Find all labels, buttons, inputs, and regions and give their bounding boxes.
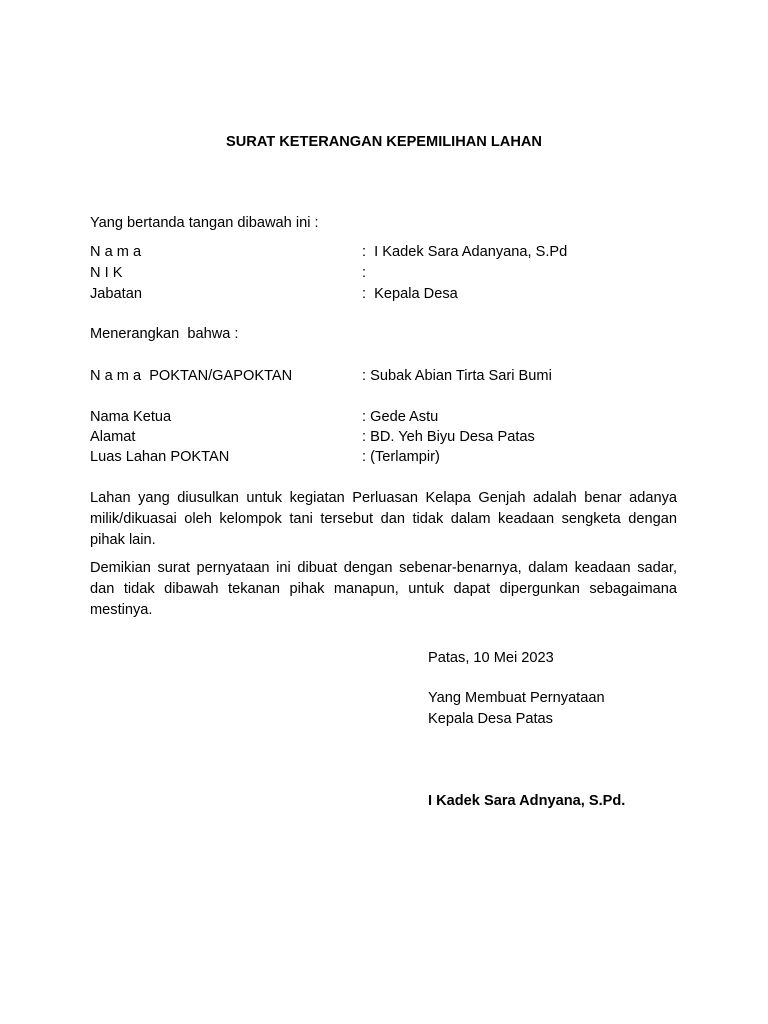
group-land-area-label: Luas Lahan POKTAN xyxy=(90,449,230,465)
declares-text: Menerangkan bahwa : xyxy=(90,326,239,342)
document-title: SURAT KETERANGAN KEPEMILIHAN LAHAN xyxy=(226,134,542,150)
signer-position-label: Jabatan xyxy=(90,286,142,302)
signer-position-value: : Kepala Desa xyxy=(362,286,458,302)
group-address-value: : BD. Yeh Biyu Desa Patas xyxy=(362,429,535,445)
group-leader-label: Nama Ketua xyxy=(90,409,172,425)
intro-text: Yang bertanda tangan dibawah ini : xyxy=(90,215,319,231)
signer-name-label: N a m a xyxy=(90,244,142,260)
group-land-area-value: : (Terlampir) xyxy=(362,449,440,465)
group-name-value: : Subak Abian Tirta Sari Bumi xyxy=(362,368,552,384)
place-date: Patas, 10 Mei 2023 xyxy=(428,650,554,666)
group-address-label: Alamat xyxy=(90,429,136,445)
group-leader-value: : Gede Astu xyxy=(362,409,439,425)
group-name-label: N a m a POKTAN/GAPOKTAN xyxy=(90,368,293,384)
statement-paragraph: Lahan yang diusulkan untuk kegiatan Perluasan Kelapa Genjah adalah benar adanya milik/dikuasai oleh kelompok tani tersebut dan tidak dalam keadaan sengketa dengan pihak lain. xyxy=(90,490,677,548)
signer-name-value: : I Kadek Sara Adanyana, S.Pd xyxy=(362,244,568,260)
signer-nik-label: N I K xyxy=(90,265,123,281)
signature-role-line1: Yang Membuat Pernyataan xyxy=(428,690,605,706)
signature-role-line2: Kepala Desa Patas xyxy=(428,711,553,727)
signatory-name: I Kadek Sara Adnyana, S.Pd. xyxy=(428,793,626,809)
closing-paragraph: Demikian surat pernyataan ini dibuat dengan sebenar-benarnya, dalam keadaan sadar, dan tidak dibawah tekanan pihak manapun, untuk dapat dipergunkan sebagaimana mestinya. xyxy=(90,560,677,618)
signer-nik-value: : xyxy=(362,265,367,281)
